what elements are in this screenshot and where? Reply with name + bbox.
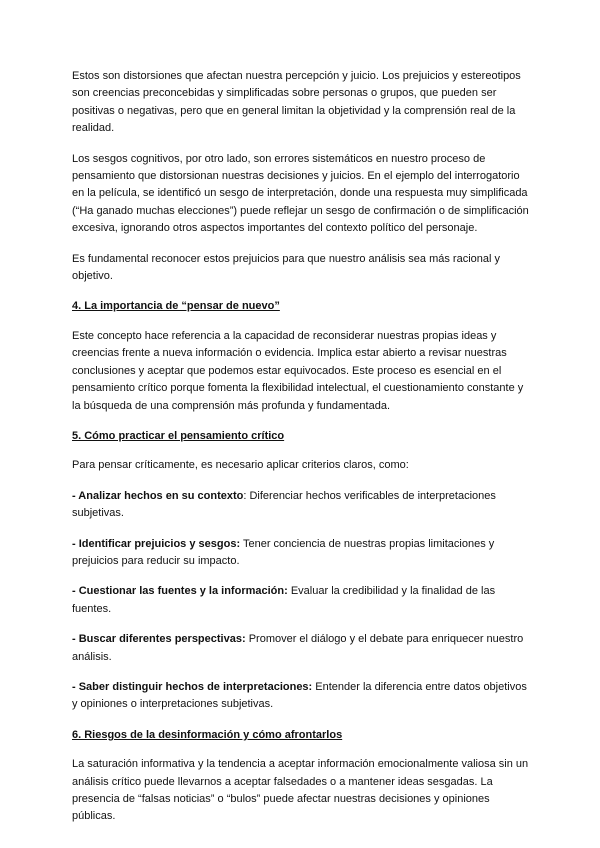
list-item-description: Entender la diferencia entre datos objetivos y opiniones o interpretaciones subjetivas.	[72, 680, 527, 711]
heading-section-5: 5. Cómo practicar el pensamiento crítico	[72, 429, 285, 442]
list-item-term: - Analizar hechos en su contexto	[72, 489, 244, 502]
list-item-biases	[72, 536, 532, 571]
list-item-perspectives	[72, 631, 532, 666]
paragraph-misinformation: La saturación informativa y la tendencia a aceptar información emocionalmente valiosa sin un análisis crítico puede llevarnos a aceptar falsedades o a mantener ideas sesgadas. La presencia de “falsas noticias” o “bulos” puede afectar nuestras decisiones y opiniones públicas.	[72, 758, 529, 823]
list-item-term: - Identificar prejuicios y sesgos:	[72, 537, 241, 550]
list-item-description: Promover el diálogo y el debate para enriquecer nuestro análisis.	[72, 633, 524, 663]
list-item-description: : Diferenciar hechos verificables de interpretaciones subjetivas.	[72, 489, 496, 520]
list-item-term: - Cuestionar las fuentes y la información:	[72, 585, 288, 598]
list-item-description: Tener conciencia de nuestras propias limitaciones y prejuicios para reducir su impacto.	[72, 537, 495, 567]
paragraph-think-again: Este concepto hace referencia a la capacidad de reconsiderar nuestras propias ideas y creencias frente a nueva información o evidencia. Implica estar abierto a revisar nuestras conclusiones y aceptar que podemos estar equivocados. Este proceso es esencial en el pensamiento crítico porque fomenta la flexibilidad intelectual, el cuestionamiento constante y la búsqueda de una comprensión más profunda y fundamentada.	[72, 329, 524, 412]
list-item-sources	[72, 583, 532, 618]
document-body	[72, 68, 532, 839]
heading-section-4: 4. La importancia de “pensar de nuevo”	[72, 300, 280, 313]
paragraph-criteria-intro: Para pensar críticamente, es necesario aplicar criterios claros, como:	[72, 459, 409, 472]
list-item-context	[72, 488, 532, 523]
list-item-description: Evaluar la credibilidad y la finalidad de las fuentes.	[72, 585, 496, 615]
list-item-term: - Buscar diferentes perspectivas:	[72, 633, 246, 646]
list-item-term: - Saber distinguir hechos de interpretaciones:	[72, 680, 313, 693]
list-item-facts-vs-interpretations	[72, 679, 532, 714]
heading-section-6: 6. Riesgos de la desinformación y cómo afrontarlos	[72, 728, 343, 741]
paragraph-distortions: Estos son distorsiones que afectan nuestra percepción y juicio. Los prejuicios y estereotipos son creencias preconcebidas y simplificadas sobre personas o grupos, que pueden ser positivas o negativas, pero que en general limitan la objetividad y la comprensión real de la realidad.	[72, 70, 521, 135]
paragraph-cognitive-biases: Los sesgos cognitivos, por otro lado, son errores sistemáticos en nuestro proceso de pensamiento que distorsionan nuestras decisiones y juicios. En el ejemplo del interrogatorio en la película, se identificó un sesgo de interpretación, donde una respuesta muy simplificada (“Ha ganado muchas elecciones”) puede reflejar un sesgo de confirmación o de simplificación excesiva, ignorando otros aspectos importantes del contexto político del personaje.	[72, 152, 529, 235]
paragraph-recognize-prejudices: Es fundamental reconocer estos prejuicios para que nuestro análisis sea más racional y objetivo.	[72, 252, 501, 283]
